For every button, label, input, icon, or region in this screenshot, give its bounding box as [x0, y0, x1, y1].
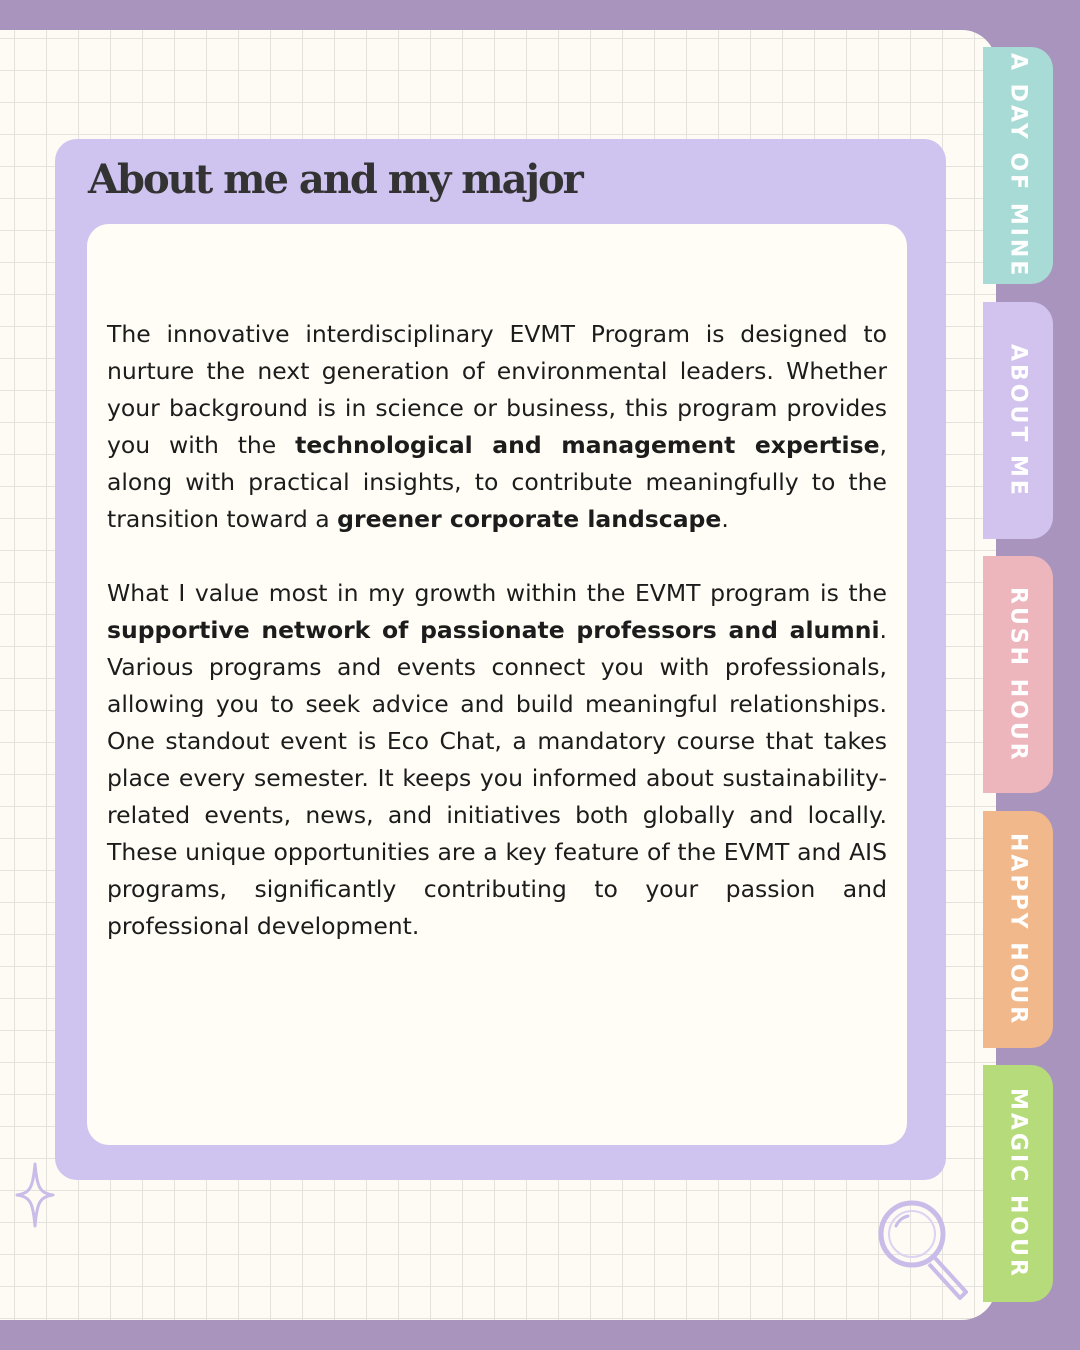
paragraph-2	[107, 575, 887, 945]
tab-magic-hour[interactable]	[983, 1065, 1053, 1302]
text-run: . Various programs and events connect you with professionals, allowing you to seek advice and build meaningful relationships. One standout event is Eco Chat, a mandatory course that takes place every semester. It keeps you informed about sustainability-related events, news, and initiatives both globally and locally. These unique opportunities are a key feature of the EVMT and AIS programs, significantly contributing to your passion and professional development.	[107, 616, 887, 940]
text-run: .	[721, 505, 729, 533]
tab-label: MAGIC HOUR	[1005, 1088, 1031, 1279]
text-run: What I value most in my growth within the EVMT program is the	[107, 579, 887, 607]
tab-label: HAPPY HOUR	[1005, 832, 1031, 1027]
tab-label: A DAY OF MINE	[1005, 52, 1031, 279]
tab-rush-hour[interactable]	[983, 556, 1053, 793]
tab-label: RUSH HOUR	[1005, 586, 1031, 763]
text-run: The innovative interdisciplinary EVMT Program is designed to nurture the next generation of environmental leaders. Whether your background is in science or business, this program provides you with the	[107, 320, 887, 459]
text-run: , along with practical insights, to contribute meaningfully to the transition toward a	[107, 431, 888, 533]
tab-label: ABOUT ME	[1005, 343, 1031, 498]
bold-text: technological and management expertise	[295, 431, 880, 459]
page-title: About me and my major	[88, 156, 582, 203]
magnifier-icon	[874, 1196, 978, 1306]
bold-text: supportive network of passionate professors and alumni	[107, 616, 880, 644]
body-text	[107, 316, 887, 982]
tab-happy-hour[interactable]	[983, 811, 1053, 1048]
sparkle-icon	[14, 1160, 56, 1230]
tab-a-day-of-mine[interactable]	[983, 47, 1053, 284]
paragraph-1	[107, 316, 887, 538]
bold-text: greener corporate landscape	[337, 505, 722, 533]
tab-about-me[interactable]	[983, 302, 1053, 539]
